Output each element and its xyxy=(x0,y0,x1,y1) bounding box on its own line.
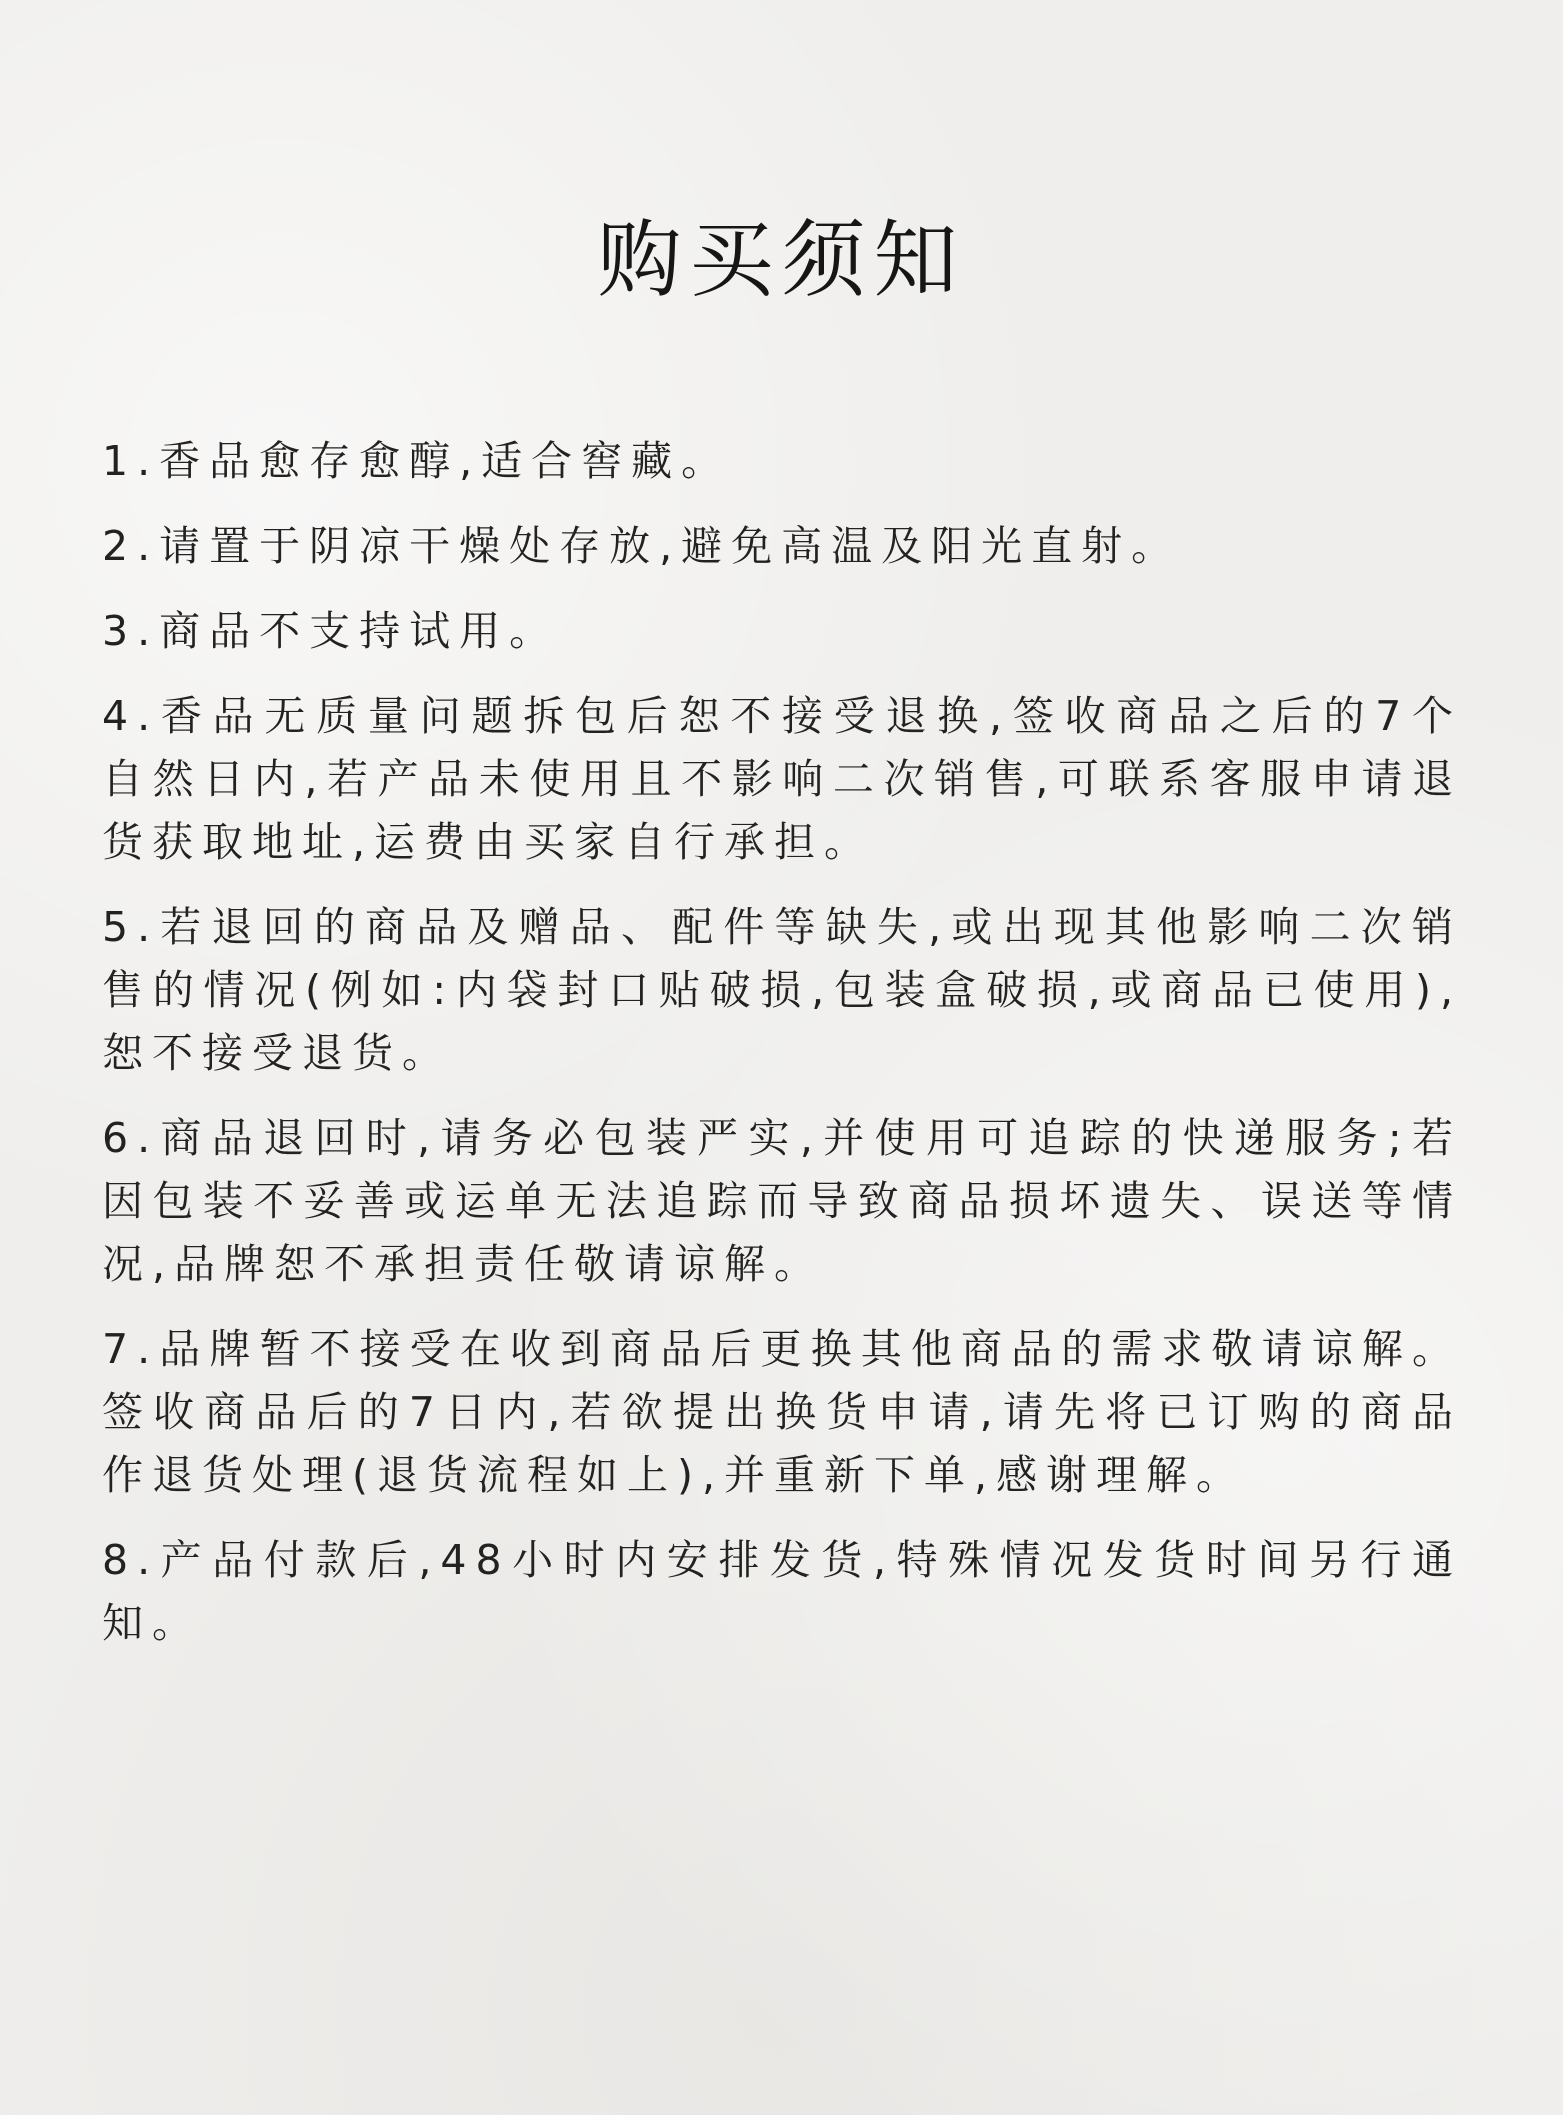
notice-item-1: 1.香品愈存愈醇,适合窖藏。 xyxy=(102,437,732,485)
notice-list xyxy=(102,430,1462,1677)
notice-item-3: 3.商品不支持试用。 xyxy=(102,607,560,655)
notice-item-4: 4.香品无质量问题拆包后恕不接受退换,签收商品之后的7个自然日内,若产品未使用且不影响二次销售,可联系客服申请退货获取地址,运费由买家自行承担。 xyxy=(102,692,1462,866)
notice-item-2: 2.请置于阴凉干燥处存放,避免高温及阳光直射。 xyxy=(102,522,1182,570)
page-title: 购买须知 xyxy=(597,211,966,309)
notice-item-7: 7.品牌暂不接受在收到商品后更换其他商品的需求敬请谅解。签收商品后的7日内,若欲提出换货申请,请先将已订购的商品作退货处理(退货流程如上),并重新下单,感谢理解。 xyxy=(102,1325,1462,1499)
notice-item-8: 8.产品付款后,48小时内安排发货,特殊情况发货时间另行通知。 xyxy=(102,1536,1462,1647)
notice-item-5: 5.若退回的商品及赠品、配件等缺失,或出现其他影响二次销售的情况(例如:内袋封口贴破损,包装盒破损,或商品已使用),恕不接受退货。 xyxy=(102,903,1462,1077)
notice-item-6: 6.商品退回时,请务必包装严实,并使用可追踪的快递服务;若因包装不妥善或运单无法追踪而导致商品损坏遗失、误送等情况,品牌恕不承担责任敬请谅解。 xyxy=(102,1114,1462,1288)
